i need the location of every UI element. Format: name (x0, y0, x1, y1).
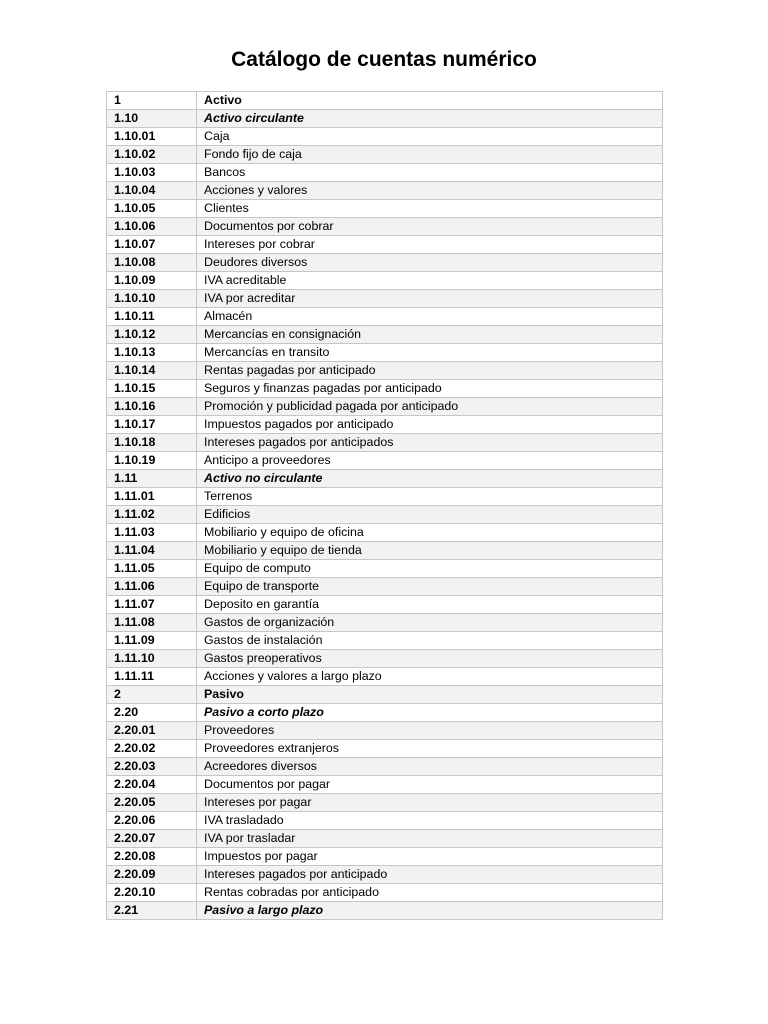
account-code: 2.20.07 (107, 830, 197, 848)
account-name: Acciones y valores a largo plazo (197, 668, 663, 686)
table-row (107, 884, 663, 902)
account-code: 1.10.01 (107, 128, 197, 146)
account-code: 2.20.04 (107, 776, 197, 794)
account-code: 1.11.03 (107, 524, 197, 542)
account-code: 1.10.19 (107, 452, 197, 470)
table-row (107, 722, 663, 740)
table-row (107, 380, 663, 398)
accounts-table-body (107, 92, 663, 920)
account-name: Mercancías en transito (197, 344, 663, 362)
table-row (107, 794, 663, 812)
account-code: 1.11.01 (107, 488, 197, 506)
table-row (107, 830, 663, 848)
account-name: Proveedores extranjeros (197, 740, 663, 758)
table-row (107, 560, 663, 578)
account-name: Activo circulante (197, 110, 663, 128)
table-row (107, 650, 663, 668)
account-name: Gastos preoperativos (197, 650, 663, 668)
account-code: 1.11.08 (107, 614, 197, 632)
table-row (107, 182, 663, 200)
account-name: Proveedores (197, 722, 663, 740)
page-title: Catálogo de cuentas numérico (231, 48, 537, 71)
account-code: 2.20.02 (107, 740, 197, 758)
account-name: Deposito en garantía (197, 596, 663, 614)
table-row (107, 470, 663, 488)
table-row (107, 254, 663, 272)
account-name: IVA por trasladar (197, 830, 663, 848)
account-code: 1.10.08 (107, 254, 197, 272)
account-code: 1.11.05 (107, 560, 197, 578)
account-code: 1.11.10 (107, 650, 197, 668)
account-code: 1.10.07 (107, 236, 197, 254)
account-code: 1.11.02 (107, 506, 197, 524)
account-code: 1.10.15 (107, 380, 197, 398)
account-code: 1.10.17 (107, 416, 197, 434)
table-row (107, 542, 663, 560)
account-name: Rentas pagadas por anticipado (197, 362, 663, 380)
table-row (107, 308, 663, 326)
account-code: 2.21 (107, 902, 197, 920)
account-name: Mobiliario y equipo de oficina (197, 524, 663, 542)
table-row (107, 848, 663, 866)
table-row (107, 326, 663, 344)
table-row (107, 632, 663, 650)
table-row (107, 200, 663, 218)
account-name: Pasivo a largo plazo (197, 902, 663, 920)
account-name: Intereses pagados por anticipado (197, 866, 663, 884)
account-name: IVA trasladado (197, 812, 663, 830)
account-code: 2.20.03 (107, 758, 197, 776)
account-name: Fondo fijo de caja (197, 146, 663, 164)
table-row (107, 92, 663, 110)
account-code: 1.10.16 (107, 398, 197, 416)
account-code: 1.10.02 (107, 146, 197, 164)
account-code: 2.20.05 (107, 794, 197, 812)
table-row (107, 614, 663, 632)
account-name: Edificios (197, 506, 663, 524)
table-row (107, 146, 663, 164)
table-row (107, 488, 663, 506)
account-code: 1.10.03 (107, 164, 197, 182)
table-row (107, 686, 663, 704)
account-code: 1.11.09 (107, 632, 197, 650)
accounts-table (106, 91, 663, 920)
table-row (107, 110, 663, 128)
table-row (107, 596, 663, 614)
table-row (107, 362, 663, 380)
account-code: 2.20.10 (107, 884, 197, 902)
table-row (107, 740, 663, 758)
table-row (107, 416, 663, 434)
account-code: 1.11.07 (107, 596, 197, 614)
account-name: Equipo de computo (197, 560, 663, 578)
table-row (107, 236, 663, 254)
table-row (107, 218, 663, 236)
account-name: Activo (197, 92, 663, 110)
account-code: 1.11.06 (107, 578, 197, 596)
account-name: Caja (197, 128, 663, 146)
account-code: 2.20.01 (107, 722, 197, 740)
account-code: 2 (107, 686, 197, 704)
account-name: Seguros y finanzas pagadas por anticipado (197, 380, 663, 398)
account-code: 1.11.04 (107, 542, 197, 560)
account-code: 1.10.10 (107, 290, 197, 308)
account-name: Gastos de organización (197, 614, 663, 632)
account-name: Mercancías en consignación (197, 326, 663, 344)
account-name: Anticipo a proveedores (197, 452, 663, 470)
account-name: Bancos (197, 164, 663, 182)
account-name: Clientes (197, 200, 663, 218)
table-row (107, 578, 663, 596)
account-name: IVA acreditable (197, 272, 663, 290)
table-row (107, 128, 663, 146)
account-code: 1.10.09 (107, 272, 197, 290)
table-row (107, 434, 663, 452)
account-name: Intereses por pagar (197, 794, 663, 812)
table-row (107, 398, 663, 416)
account-name: Pasivo (197, 686, 663, 704)
account-name: Almacén (197, 308, 663, 326)
table-row (107, 776, 663, 794)
account-code: 2.20.09 (107, 866, 197, 884)
account-name: Documentos por cobrar (197, 218, 663, 236)
account-name: Deudores diversos (197, 254, 663, 272)
account-name: Acreedores diversos (197, 758, 663, 776)
account-code: 2.20.06 (107, 812, 197, 830)
account-code: 1.10.04 (107, 182, 197, 200)
account-code: 1.10.13 (107, 344, 197, 362)
table-row (107, 164, 663, 182)
account-name: Rentas cobradas por anticipado (197, 884, 663, 902)
account-name: Intereses por cobrar (197, 236, 663, 254)
account-name: Mobiliario y equipo de tienda (197, 542, 663, 560)
account-code: 1.10.11 (107, 308, 197, 326)
table-row (107, 668, 663, 686)
account-name: Impuestos pagados por anticipado (197, 416, 663, 434)
account-name: Pasivo a corto plazo (197, 704, 663, 722)
table-row (107, 902, 663, 920)
table-row (107, 704, 663, 722)
table-row (107, 272, 663, 290)
table-row (107, 866, 663, 884)
account-code: 1.11.11 (107, 668, 197, 686)
account-name: Gastos de instalación (197, 632, 663, 650)
account-name: IVA por acreditar (197, 290, 663, 308)
account-code: 1.10.18 (107, 434, 197, 452)
table-row (107, 290, 663, 308)
account-code: 1.10.14 (107, 362, 197, 380)
account-name: Activo no circulante (197, 470, 663, 488)
account-code: 1.10.06 (107, 218, 197, 236)
account-code: 2.20.08 (107, 848, 197, 866)
account-code: 1.11 (107, 470, 197, 488)
table-row (107, 524, 663, 542)
account-name: Promoción y publicidad pagada por anticipado (197, 398, 663, 416)
account-name: Documentos por pagar (197, 776, 663, 794)
table-row (107, 758, 663, 776)
account-code: 1.10.05 (107, 200, 197, 218)
table-row (107, 344, 663, 362)
table-row (107, 506, 663, 524)
account-name: Equipo de transporte (197, 578, 663, 596)
table-row (107, 812, 663, 830)
table-row (107, 452, 663, 470)
account-name: Intereses pagados por anticipados (197, 434, 663, 452)
account-name: Acciones y valores (197, 182, 663, 200)
account-code: 1.10 (107, 110, 197, 128)
account-code: 1.10.12 (107, 326, 197, 344)
account-name: Terrenos (197, 488, 663, 506)
account-code: 1 (107, 92, 197, 110)
account-code: 2.20 (107, 704, 197, 722)
account-name: Impuestos por pagar (197, 848, 663, 866)
